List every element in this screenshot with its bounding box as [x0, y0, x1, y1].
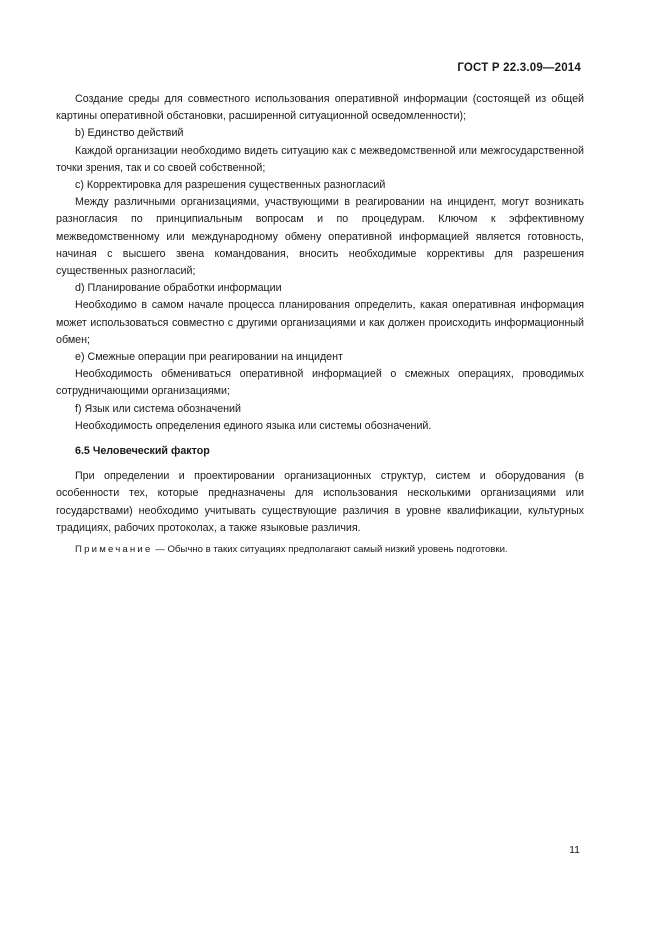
list-item-heading: f) Язык или система обозначений — [75, 402, 241, 415]
document-header: ГОСТ Р 22.3.09—2014 — [457, 62, 581, 74]
section-paragraph: При определении и проектировании организационных структур, систем и оборудования (в особенности тех, которые предназначены для использования несколькими организациями или государствами) необходимо учитывать существующие различия в уровне квалификации, культурных традициях, рабочих протоколах, а также языковые различия. — [56, 470, 584, 534]
paragraph: Между различными организациями, участвующими в реагировании на инцидент, могут возникать разногласия по принципиальным вопросам и по процедурам. Ключом к эффективному межведомственному или международному обмену оперативной информацией является готовность, начиная с высшего звена командования, вносить необходимые коррективы для разрешения существенных разногласий; — [56, 196, 584, 278]
page-number: 11 — [569, 844, 580, 856]
document-body — [56, 91, 584, 558]
list-item-heading: b) Единство действий — [75, 127, 184, 140]
note — [56, 541, 584, 558]
note-text: Обычно в таких ситуациях предполагают самый низкий уровень подготовки. — [167, 544, 508, 556]
paragraph: Необходимость обмениваться оперативной информацией о смежных операциях, проводимых сотрудничающими организациями; — [56, 368, 584, 398]
paragraph: Создание среды для совместного использования оперативной информации (состоящей из общей картины оперативной обстановки, расширенной ситуационной осведомленности); — [56, 93, 584, 123]
paragraph: Необходимость определения единого языка или системы обозначений. — [75, 419, 432, 432]
note-label: Примечание — [75, 544, 153, 556]
list-item-heading: c) Корректировка для разрешения существенных разногласий — [75, 179, 386, 192]
list-item-heading: d) Планирование обработки информации — [75, 282, 282, 295]
list-item-heading: e) Смежные операции при реагировании на инцидент — [75, 351, 343, 364]
paragraph: Необходимо в самом начале процесса планирования определить, какая оперативная информация может использоваться совместно с другими организациями и как должен происходить информационный обмен; — [56, 299, 584, 346]
section-title: 6.5 Человеческий фактор — [75, 445, 210, 458]
note-dash: — — [152, 544, 168, 556]
paragraph: Каждой организации необходимо видеть ситуацию как с межведомственной или межгосударственной точки зрения, так и со своей собственной; — [56, 144, 584, 174]
